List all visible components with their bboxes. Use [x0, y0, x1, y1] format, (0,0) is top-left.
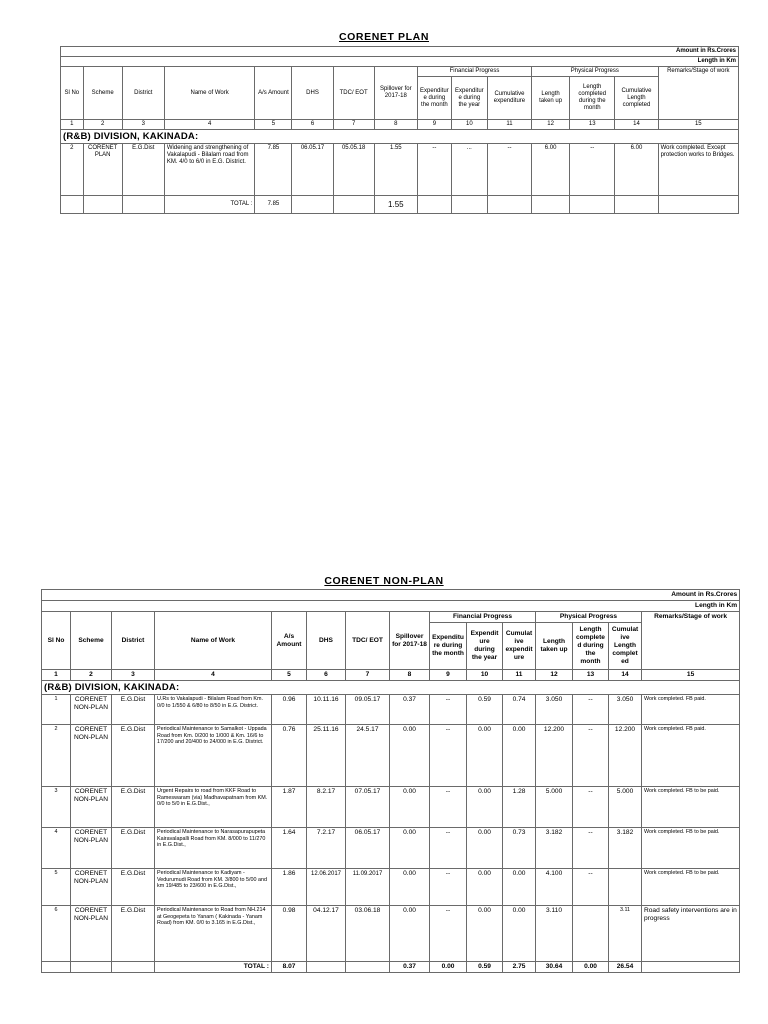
cell-exp-year: 0.00 [467, 906, 503, 962]
cell-spillover: 1.55 [374, 144, 417, 196]
table-row [42, 906, 740, 962]
empty-cell [532, 196, 570, 214]
cell-district: E.G.Dist [112, 787, 155, 828]
cell-length-taken: 6.00 [532, 144, 570, 196]
cell-cum-exp: 0.00 [503, 906, 536, 962]
cell-dhs: 10.11.16 [307, 695, 346, 725]
header-length-month: Length completed during the month [573, 623, 609, 670]
table-row [42, 869, 740, 906]
header-dhs: DHS [292, 67, 333, 120]
cell-sl: 2 [61, 144, 84, 196]
cell-remarks: Work completed. Except protection works to Bridges. [658, 144, 738, 196]
total-cum-length: 26.54 [609, 962, 642, 973]
cell-exp-month: -- [417, 144, 451, 196]
col-num: 11 [487, 120, 531, 130]
cell-spillover: 0.00 [390, 869, 430, 906]
cell-as-amount: 0.98 [272, 906, 307, 962]
header-length-month: Length completed during the month [570, 77, 615, 120]
col-num: 7 [333, 120, 374, 130]
col-num: 11 [503, 670, 536, 681]
empty-cell [307, 962, 346, 973]
length-note: Length in Km [42, 601, 740, 612]
table-row [42, 725, 740, 787]
cell-cum-length: 5.000 [609, 787, 642, 828]
header-cum-exp: Cumulative expenditure [503, 623, 536, 670]
plan-table [60, 46, 739, 214]
header-district: District [122, 67, 164, 120]
empty-cell [417, 196, 451, 214]
header-cum-length: Cumulative Length completed [609, 623, 642, 670]
cell-sl: 1 [42, 695, 71, 725]
col-num: 1 [61, 120, 84, 130]
col-num: 4 [164, 120, 255, 130]
total-as-amount: 8.07 [272, 962, 307, 973]
cell-dhs: 25.11.16 [307, 725, 346, 787]
cell-cum-length: 3.182 [609, 828, 642, 869]
cell-as-amount: 1.87 [272, 787, 307, 828]
empty-cell [346, 962, 390, 973]
cell-dhs: 7.2.17 [307, 828, 346, 869]
cell-work: Urgent Repairs to road from KKF Road to Rameswaram (via) Madhavapatnam from KM. 0/0 to 5/0 in E.G.Dist., [155, 787, 272, 828]
length-note: Length in Km [61, 57, 739, 67]
nonplan-title: CORENET NON-PLAN [324, 575, 444, 587]
cell-length-taken: 3.050 [536, 695, 573, 725]
cell-tdc: 07.05.17 [346, 787, 390, 828]
empty-cell [112, 962, 155, 973]
cell-cum-length: 3.050 [609, 695, 642, 725]
cell-exp-year: 0.59 [467, 695, 503, 725]
header-remarks: Remarks/Stage of work [642, 612, 740, 670]
header-physical-progress: Physical Progress [532, 67, 659, 77]
empty-cell [487, 196, 531, 214]
cell-as-amount: 0.96 [272, 695, 307, 725]
col-num: 13 [570, 120, 615, 130]
header-exp-month: Expenditure during the month [430, 623, 467, 670]
header-length-taken: Length taken up [532, 77, 570, 120]
header-spillover: Spillover for 2017-18 [390, 612, 430, 670]
cell-scheme: CORENET NON-PLAN [71, 869, 112, 906]
cell-exp-month: -- [430, 869, 467, 906]
col-num: 7 [346, 670, 390, 681]
header-as-amount: A/s Amount [272, 612, 307, 670]
cell-tdc: 06.05.17 [346, 828, 390, 869]
cell-work: Periodical Maintenance to Road from NH.214 at Geogepeta to Yanam ( Kakinada - Yanam Road) from KM. 0/0 to 3.165 in E.G.Dist., [155, 906, 272, 962]
cell-remarks: Work completed. FB paid. [642, 695, 740, 725]
cell-remarks: Work completed. FB to be paid. [642, 787, 740, 828]
cell-district: E.G.Dist [112, 725, 155, 787]
total-spillover: 0.37 [390, 962, 430, 973]
col-num: 9 [417, 120, 451, 130]
amount-note: Amount in Rs.Crores [42, 590, 740, 601]
cell-sl: 3 [42, 787, 71, 828]
nonplan-table [41, 589, 740, 973]
header-remarks: Remarks/Stage of work [658, 67, 738, 120]
cell-cum-length [609, 869, 642, 906]
header-as-amount: A/s Amount [255, 67, 292, 120]
col-num: 13 [573, 670, 609, 681]
total-row [42, 962, 740, 973]
cell-remarks: Road safety interventions are in progress [642, 906, 740, 962]
cell-district: E.G.Dist [112, 695, 155, 725]
header-length-taken: Length taken up [536, 623, 573, 670]
col-num: 5 [272, 670, 307, 681]
division-heading: (R&B) DIVISION, KAKINADA: [42, 681, 740, 695]
cell-exp-year: 0.00 [467, 828, 503, 869]
total-length-month: 0.00 [573, 962, 609, 973]
total-spillover: 1.55 [374, 196, 417, 214]
col-num: 8 [390, 670, 430, 681]
cell-sl: 6 [42, 906, 71, 962]
cell-tdc: 09.05.17 [346, 695, 390, 725]
cell-exp-month: -- [430, 695, 467, 725]
cell-cum-exp: 0.73 [503, 828, 536, 869]
col-num: 10 [467, 670, 503, 681]
empty-cell [642, 962, 740, 973]
cell-tdc: 05.05.18 [333, 144, 374, 196]
col-num: 3 [122, 120, 164, 130]
header-financial-progress: Financial Progress [430, 612, 536, 623]
cell-length-taken: 5.000 [536, 787, 573, 828]
cell-district: E.G.Dist [122, 144, 164, 196]
cell-scheme: CORENET NON-PLAN [71, 787, 112, 828]
cell-work: Widening and strengthening of Vakalapudi - Bilalam road from KM. 4/0 to 6/0 in E.G. District. [164, 144, 255, 196]
cell-remarks: Work completed. FB to be paid. [642, 869, 740, 906]
cell-spillover: 0.00 [390, 906, 430, 962]
cell-spillover: 0.00 [390, 787, 430, 828]
cell-as-amount: 0.76 [272, 725, 307, 787]
cell-cum-length: 12.200 [609, 725, 642, 787]
cell-sl: 2 [42, 725, 71, 787]
cell-remarks: Work completed. FB paid. [642, 725, 740, 787]
header-cum-exp: Cumulative expenditure [487, 77, 531, 120]
header-exp-year: Expenditure during the year [451, 77, 487, 120]
cell-spillover: 0.00 [390, 828, 430, 869]
empty-cell [451, 196, 487, 214]
total-exp-year: 0.59 [467, 962, 503, 973]
total-as-amount: 7.85 [255, 196, 292, 214]
col-num: 2 [83, 120, 122, 130]
cell-dhs: 06.05.17 [292, 144, 333, 196]
cell-length-month: -- [573, 725, 609, 787]
cell-length-month: -- [573, 869, 609, 906]
cell-work: Periodical Maintenance to Kadiyam - Vedurumudi Road from KM. 3/800 to 5/00 and km 19/485 to 23/600 in E.G.Dist., [155, 869, 272, 906]
cell-tdc: 24.5.17 [346, 725, 390, 787]
column-number-row [61, 120, 739, 130]
empty-cell [61, 196, 84, 214]
col-num: 10 [451, 120, 487, 130]
cell-cum-length: 6.00 [615, 144, 658, 196]
table-row [42, 787, 740, 828]
empty-cell [122, 196, 164, 214]
header-sl-no: Sl No [61, 67, 84, 120]
cell-exp-year: 0.00 [467, 869, 503, 906]
header-dhs: DHS [307, 612, 346, 670]
cell-scheme: CORENET NON-PLAN [71, 725, 112, 787]
cell-cum-exp: 0.00 [503, 869, 536, 906]
amount-note: Amount in Rs.Crores [61, 47, 739, 57]
cell-as-amount: 1.64 [272, 828, 307, 869]
cell-length-month: -- [573, 787, 609, 828]
header-name-of-work: Name of Work [164, 67, 255, 120]
total-label: TOTAL : [164, 196, 255, 214]
cell-length-month [573, 906, 609, 962]
col-num: 5 [255, 120, 292, 130]
col-num: 15 [642, 670, 740, 681]
cell-exp-month: -- [430, 787, 467, 828]
cell-as-amount: 7.85 [255, 144, 292, 196]
header-tdc-eot: TDC/ EOT [346, 612, 390, 670]
cell-cum-length: 3.11 [609, 906, 642, 962]
cell-exp-year: ... [451, 144, 487, 196]
cell-scheme: CORENET NON-PLAN [71, 906, 112, 962]
cell-cum-exp: 0.00 [503, 725, 536, 787]
cell-cum-exp: -- [487, 144, 531, 196]
cell-exp-month: -- [430, 828, 467, 869]
header-name-of-work: Name of Work [155, 612, 272, 670]
col-num: 4 [155, 670, 272, 681]
nonplan-table-container [41, 589, 739, 973]
cell-spillover: 0.00 [390, 725, 430, 787]
cell-dhs: 8.2.17 [307, 787, 346, 828]
cell-sl: 4 [42, 828, 71, 869]
header-cum-length: Cumulative Length completed [615, 77, 658, 120]
cell-district: E.G.Dist [112, 906, 155, 962]
col-num: 9 [430, 670, 467, 681]
col-num: 14 [615, 120, 658, 130]
empty-cell [71, 962, 112, 973]
cell-length-month: -- [573, 695, 609, 725]
cell-tdc: 11.09.2017 [346, 869, 390, 906]
table-row [42, 695, 740, 725]
total-label: TOTAL : [155, 962, 272, 973]
total-cum-exp: 2.75 [503, 962, 536, 973]
header-sl-no: Sl No [42, 612, 71, 670]
total-row [61, 196, 739, 214]
empty-cell [615, 196, 658, 214]
header-scheme: Scheme [71, 612, 112, 670]
cell-scheme: CORENET NON-PLAN [71, 828, 112, 869]
header-financial-progress: Financial Progress [417, 67, 531, 77]
cell-cum-exp: 0.74 [503, 695, 536, 725]
header-tdc-eot: TDC/ EOT [333, 67, 374, 120]
col-num: 15 [658, 120, 738, 130]
cell-work: U.Rs to Vakalapudi - Bilalam Road from Km. 0/0 to 1/550 & 6/80 to 8/50 in E.G. District. [155, 695, 272, 725]
cell-dhs: 12.06.2017 [307, 869, 346, 906]
cell-dhs: 04.12.17 [307, 906, 346, 962]
header-scheme: Scheme [83, 67, 122, 120]
header-exp-month: Expenditure during the month [417, 77, 451, 120]
cell-exp-month: -- [430, 725, 467, 787]
cell-scheme: CORENET PLAN [83, 144, 122, 196]
col-num: 12 [532, 120, 570, 130]
cell-length-taken: 3.182 [536, 828, 573, 869]
col-num: 6 [292, 120, 333, 130]
table-row [61, 144, 739, 196]
cell-spillover: 0.37 [390, 695, 430, 725]
plan-title: CORENET PLAN [338, 31, 430, 43]
empty-cell [570, 196, 615, 214]
header-spillover: Spillover for 2017-18 [374, 67, 417, 120]
cell-district: E.G.Dist [112, 869, 155, 906]
col-num: 6 [307, 670, 346, 681]
cell-length-month: -- [570, 144, 615, 196]
cell-as-amount: 1.86 [272, 869, 307, 906]
cell-district: E.G.Dist [112, 828, 155, 869]
header-physical-progress: Physical Progress [536, 612, 642, 623]
empty-cell [333, 196, 374, 214]
empty-cell [42, 962, 71, 973]
total-exp-month: 0.00 [430, 962, 467, 973]
cell-exp-year: 0.00 [467, 787, 503, 828]
col-num: 8 [374, 120, 417, 130]
empty-cell [83, 196, 122, 214]
cell-tdc: 03.06.18 [346, 906, 390, 962]
col-num: 3 [112, 670, 155, 681]
division-heading: (R&B) DIVISION, KAKINADA: [61, 130, 739, 144]
col-num: 14 [609, 670, 642, 681]
header-exp-year: Expenditure during the year [467, 623, 503, 670]
cell-work: Periodical Maintenance to Samalkot - Uppada Road from Km. 0/200 to 1/000 & Km. 16/6 to 17/200 and 20/400 to 24/000 in E.G. District. [155, 725, 272, 787]
empty-cell [292, 196, 333, 214]
column-number-row [42, 670, 740, 681]
cell-cum-exp: 1.28 [503, 787, 536, 828]
col-num: 1 [42, 670, 71, 681]
cell-exp-month: -- [430, 906, 467, 962]
cell-remarks: Work completed. FB to be paid. [642, 828, 740, 869]
cell-length-taken: 4.100 [536, 869, 573, 906]
cell-scheme: CORENET NON-PLAN [71, 695, 112, 725]
cell-work: Periodical Maintenance to Narasapurapupeta Kairavalapalli Road from KM. 8/000 to 11/270 in E.G.Dist., [155, 828, 272, 869]
empty-cell [658, 196, 738, 214]
cell-sl: 5 [42, 869, 71, 906]
col-num: 2 [71, 670, 112, 681]
total-length-taken: 30.64 [536, 962, 573, 973]
cell-exp-year: 0.00 [467, 725, 503, 787]
cell-length-month: -- [573, 828, 609, 869]
cell-length-taken: 3.110 [536, 906, 573, 962]
plan-table-container [60, 46, 739, 214]
header-district: District [112, 612, 155, 670]
cell-length-taken: 12.200 [536, 725, 573, 787]
col-num: 12 [536, 670, 573, 681]
table-row [42, 828, 740, 869]
